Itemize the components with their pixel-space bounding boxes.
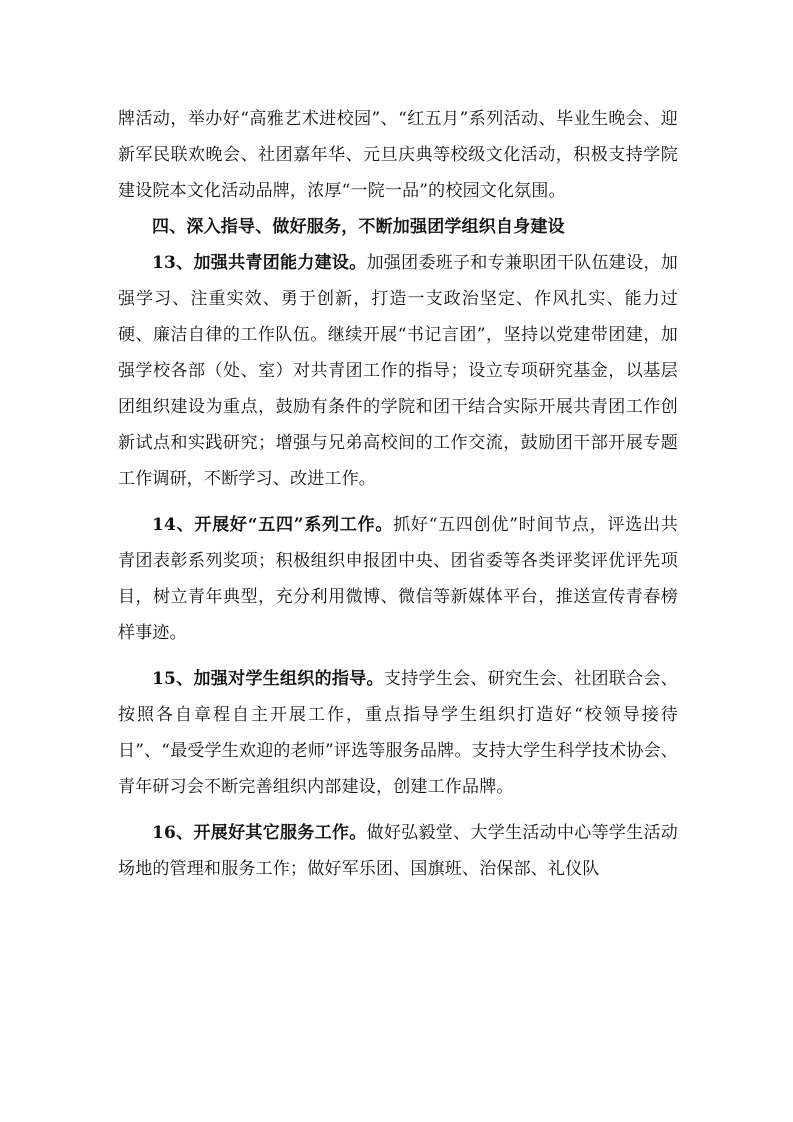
paragraph-13 [118, 245, 678, 497]
paragraph-15 [118, 661, 678, 805]
paragraph-14 [118, 507, 678, 651]
section-heading: 四、深入指导、做好服务，不断加强团学组织自身建设 [152, 217, 565, 237]
paragraph-13-body: 加强团委班子和专兼职团干队伍建设，加强学习、注重实效、勇于创新，打造一支政治坚定、作风扎实、能力过硬、廉洁自律的工作队伍。继续开展“书记言团”，坚持以党建带团建，加强学校各部（处、室）对共青团工作的指导；设立专项研究基金，以基层团组织建设为重点，鼓励有条件的学院和团干结合实际开展共青团工作创新试点和实践研究；增强与兄弟高校间的工作交流，鼓励团干部开展专题工作调研，不断学习、改进工作。 [118, 253, 678, 489]
paragraph-16-title: 16、开展好其它服务工作。 [152, 823, 367, 843]
paragraph-16-body: 做好弘毅堂、大学生活动中心等学生活动场地的管理和服务工作；做好军乐团、国旗班、治保部、礼仪队 [118, 823, 678, 879]
paragraph-15-body: 支持学生会、研究生会、社团联合会、按照各自章程自主开展工作，重点指导学生组织打造好“校领导接待日”、“最受学生欢迎的老师”评选等服务品牌。支持大学生科学技术协会、青年研习会不断完善组织内部建设，创建工作品牌。 [118, 669, 678, 797]
paragraph-13-title: 13、加强共青团能力建设。 [152, 253, 367, 273]
paragraph-14-title: 14、开展好“五四”系列工作。 [152, 515, 394, 535]
paragraph-16 [118, 815, 678, 887]
paragraph-continuation: 牌活动，举办好“高雅艺术进校园”、“红五月”系列活动、毕业生晚会、迎新军民联欢晚会、社团嘉年华、元旦庆典等校级文化活动，积极支持学院建设院本文化活动品牌，浓厚“一院一品”的校园文化氛围。 [118, 109, 678, 201]
paragraph-15-title: 15、加强对学生组织的指导。 [152, 669, 384, 689]
document-page [118, 101, 678, 887]
paragraph-14-body: 抓好“五四创优”时间节点，评选出共青团表彰系列奖项；积极组织申报团中央、团省委等各类评奖评优评先项目，树立青年典型，充分利用微博、微信等新媒体平台，推送宣传青春榜样事迹。 [118, 515, 679, 643]
